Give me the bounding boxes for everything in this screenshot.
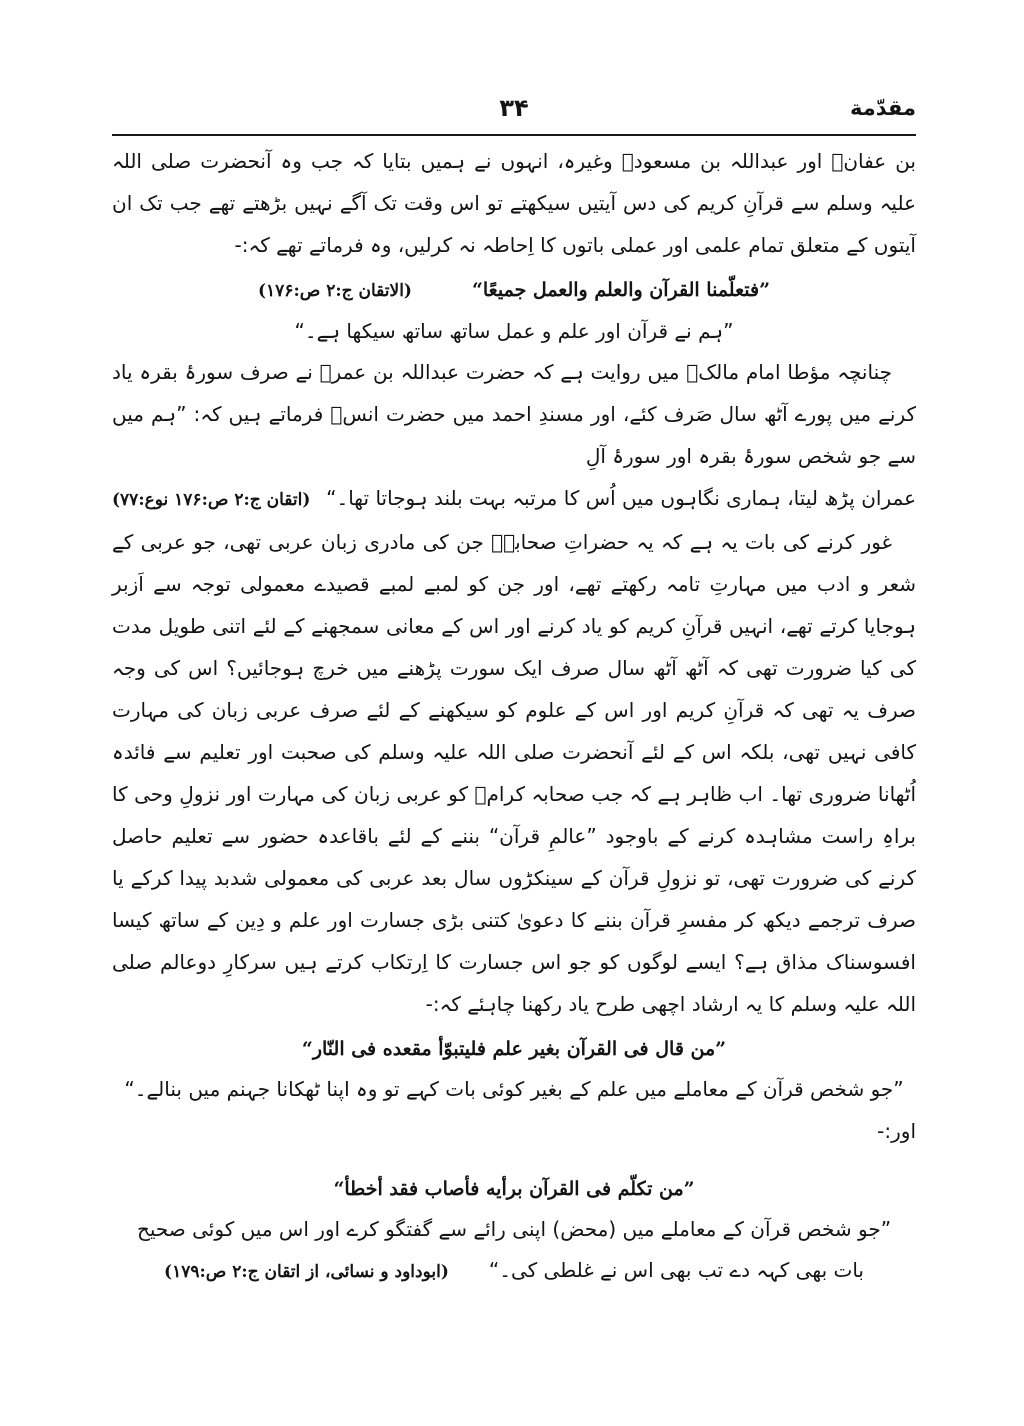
page-header — [112, 92, 916, 132]
quote-3-translation-line-2: بات بھی کہہ دے تب بھی اس نے غلطی کی۔“ — [488, 1258, 864, 1282]
quote-3-translation-line-1: ”جو شخص قرآن کے معاملے میں (محض) اپنی رائے سے گفتگو کرے اور اس میں کوئی صحیح — [136, 1217, 892, 1241]
spacer — [112, 1153, 916, 1165]
header-rule — [112, 134, 916, 136]
quote-3-reference: (ابوداود و نسائی، از اتقان ج:۲ ص:۱۷۹) — [164, 1262, 449, 1282]
quote-1 — [112, 270, 916, 311]
quote-3 — [112, 1169, 916, 1209]
paragraph-muwatta-reference: (اتقان ج:۲ ص:۱۷۶ نوع:۷۷) — [112, 490, 311, 510]
quote-2-arabic: ”من قال فى القرآن بغير علم فليتبوّأ مقعده فى النّار“ — [301, 1038, 727, 1060]
page-content — [112, 140, 916, 1293]
paragraph-intro: بن عفانؓ اور عبداللہ بن مسعودؓ وغیرہ، انہوں نے ہمیں بتایا کہ جب وہ آنحضرت صلی اللہ علیہ وسلم سے قرآنِ کریم کی دس آیتیں سیکھتے تو اس وقت تک آگے نہیں بڑھتے تھے جب تک ان آیتوں کے متعلق تمام علمی اور عملی باتوں کا اِحاطہ نہ کرلیں، وہ فرماتے تھے کہ:- — [112, 149, 916, 257]
quote-2-translation: ”جو شخص قرآن کے معاملے میں علم کے بغیر کوئی بات کہے تو وہ اپنا ٹھکانا جہنم میں بنالے۔“ — [124, 1077, 904, 1101]
section-title: مقدّمة — [850, 96, 916, 120]
quote-3-arabic: ”من تكلّم فى القرآن برأيه فأصاب فقد أخطأ“ — [333, 1178, 695, 1200]
quote-2 — [112, 1029, 916, 1069]
paragraph-muwatta-last-line — [112, 477, 916, 521]
quote-1-reference: (الاتقان ج:۲ ص:۱۷۶) — [258, 281, 412, 301]
quote-1-translation: ”ہم نے قرآن اور علم و عمل ساتھ ساتھ سیکھا ہے۔“ — [294, 319, 734, 343]
page-number: ۳۴ — [499, 94, 529, 122]
quote-3-last-line — [112, 1249, 916, 1293]
and-label: اور:- — [877, 1119, 916, 1143]
paragraph-muwatta-end: عمران پڑھ لیتا، ہماری نگاہوں میں اُس کا مرتبہ بہت بلند ہوجاتا تھا۔“ — [326, 486, 916, 510]
paragraph-reflection: غور کرنے کی بات یہ ہے کہ یہ حضراتِ صحابہؓ جن کی مادری زبان عربی تھی، جو عربی کے شعر و ادب میں مہارتِ تامہ رکھتے تھے، اور جن کو لمبے لمبے قصیدے معمولی توجہ سے اَزبر ہوجایا کرتے تھے، انہیں قرآنِ کریم کو یاد کرنے اور اس کے معانی سمجھنے کے لئے اتنی طویل مدت کی کیا ضرورت تھی کہ آٹھ آٹھ سال صرف ایک سورت پڑھنے میں خرچ ہوجائیں؟ اس کی وجہ صرف یہ تھی کہ قرآنِ کریم اور اس کے علوم کو سیکھنے کے لئے صرف عربی زبان کی مہارت کافی نہیں تھی، بلکہ اس کے لئے آنحضرت صلی اللہ علیہ وسلم کی صحبت اور تعلیم سے فائدہ اُٹھانا ضروری تھا۔ اب ظاہر ہے کہ جب صحابہ کرامؓ کو عربی زبان کی مہارت اور نزولِ وحی کا براہِ راست مشاہدہ کرنے کے باوجود ”عالمِ قرآن“ بننے کے لئے باقاعدہ حضور سے تعلیم حاصل کرنے کی ضرورت تھی، تو نزولِ قرآن کے سینکڑوں سال بعد عربی کی معمولی شدبد پیدا کرکے یا صرف ترجمے دیکھ کر مفسرِ قرآن بننے کا دعویٰ کتنی بڑی جسارت اور علم و دِین کے ساتھ کیسا افسوسناک مذاق ہے؟ ایسے لوگوں کو جو اس جسارت کا اِرتکاب کرتے ہیں سرکارِ دوعالم صلی اللہ علیہ وسلم کا یہ ارشاد اچھی طرح یاد رکھنا چاہئے کہ:- — [112, 530, 916, 1016]
quote-1-arabic: ”فتعلّمنا القرآن والعلم والعمل جميعًا“ — [471, 279, 771, 301]
paragraph-muwatta: چنانچہ مؤطا امام مالکؒ میں روایت ہے کہ حضرت عبداللہ بن عمرؓ نے صرف سورۂ بقرہ یاد کرنے میں پورے آٹھ سال صَرف کئے، اور مسندِ احمد میں حضرت انسؓ فرماتے ہیں کہ: ”ہم میں سے جو شخص سورۂ بقرہ اور سورۂ آلِ — [112, 360, 916, 468]
